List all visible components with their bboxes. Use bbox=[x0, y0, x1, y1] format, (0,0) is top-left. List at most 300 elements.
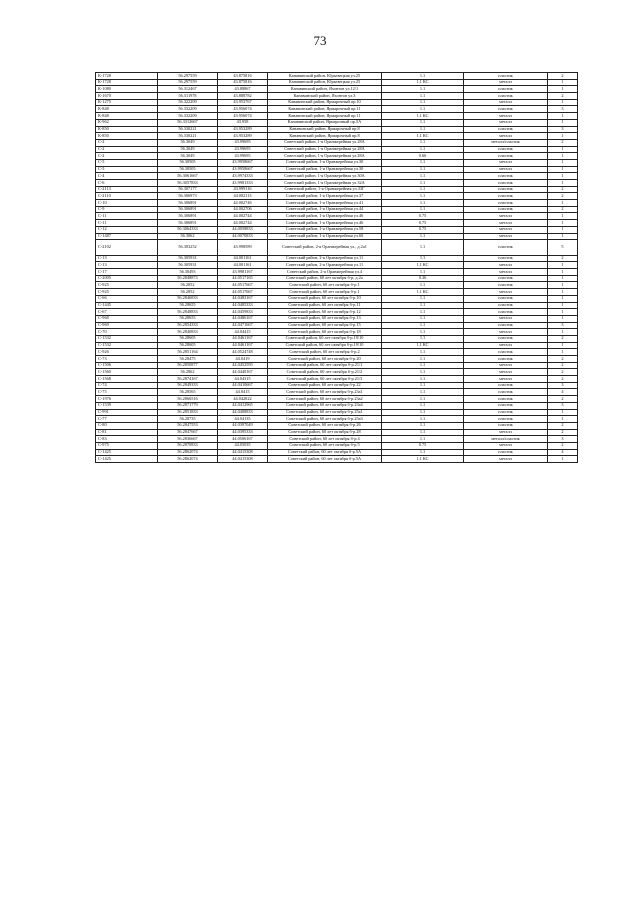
cell-material: пластик bbox=[464, 240, 548, 256]
cell-address: Советский район, 60 лет октября б-р.13 bbox=[268, 315, 382, 322]
cell-address: Советский район, 1-я Оранжерейная ул.44 bbox=[268, 206, 382, 213]
cell-count: 1 bbox=[548, 409, 578, 416]
cell-volume: 0.75 bbox=[382, 442, 464, 449]
cell-volume: 1.1 bbox=[382, 119, 464, 126]
cell-longitude: 44.0408833 bbox=[218, 409, 268, 416]
cell-material: пластик bbox=[464, 186, 548, 193]
cell-address: Советский район, 1-я Оранжерейная ул.28А bbox=[268, 146, 382, 153]
cell-site-id: С-81 bbox=[96, 429, 158, 436]
cell-longitude: 44.002706 bbox=[218, 206, 268, 213]
cell-site-id: С-77 bbox=[96, 416, 158, 423]
cell-site-id: С-6 bbox=[96, 180, 158, 187]
cell-volume: 1.1 bbox=[382, 255, 464, 262]
table-row bbox=[96, 166, 578, 173]
cell-latitude: 56.303252 bbox=[158, 240, 218, 256]
cell-count: 1 bbox=[548, 416, 578, 423]
cell-site-id: С-1532 bbox=[96, 342, 158, 349]
cell-longitude: 44.0461167 bbox=[218, 335, 268, 342]
table-row bbox=[96, 295, 578, 302]
table-row bbox=[96, 233, 578, 240]
cell-address: Советский район, 60 лет октября б-р.28 bbox=[268, 429, 382, 436]
cell-site-id: С-2 bbox=[96, 139, 158, 146]
cell-address: Советский район, 60 лет октября б-р.5А bbox=[268, 449, 382, 456]
table-body bbox=[96, 73, 578, 463]
cell-longitude: 44.04315 bbox=[218, 376, 268, 383]
cell-latitude: 56.2866516 bbox=[158, 396, 218, 403]
cell-site-id: К-1670 bbox=[96, 93, 158, 100]
cell-latitude: 56.2848873 bbox=[158, 275, 218, 282]
cell-address: Советский район, 60 лет октября б-р.19/10 bbox=[268, 335, 382, 342]
cell-count: 2 bbox=[548, 362, 578, 369]
table-row bbox=[96, 213, 578, 220]
cell-volume: 1.1 bbox=[382, 436, 464, 443]
cell-count: 3 bbox=[548, 382, 578, 389]
cell-material: пластик bbox=[464, 449, 548, 456]
cell-volume: 1.1 bbox=[382, 449, 464, 456]
table-row bbox=[96, 126, 578, 133]
cell-volume: 1.1 КС bbox=[382, 289, 464, 296]
table-row bbox=[96, 113, 578, 120]
cell-latitude: 56.28605 bbox=[158, 342, 218, 349]
cell-longitude: 43.99695 bbox=[218, 153, 268, 160]
cell-volume: 1.1 bbox=[382, 369, 464, 376]
cell-volume: 1.1 bbox=[382, 139, 464, 146]
cell-site-id: С-5 bbox=[96, 159, 158, 166]
cell-count: 1 bbox=[548, 309, 578, 316]
cell-address: Советский район, 60 лет октября б-р.23а2 bbox=[268, 396, 382, 403]
cell-address: Советский район, 60 лет октября б-р.5А bbox=[268, 456, 382, 463]
cell-latitude: 56.28735 bbox=[158, 416, 218, 423]
cell-material: пластик bbox=[464, 402, 548, 409]
cell-site-id: С-67 bbox=[96, 309, 158, 316]
cell-site-id: С-1445 bbox=[96, 302, 158, 309]
cell-longitude: 44.0415 bbox=[218, 389, 268, 396]
cell-longitude: 43.999116 bbox=[218, 186, 268, 193]
cell-address: Советский район, 60 лет октября б-р.21/2 bbox=[268, 369, 382, 376]
cell-volume: 1.1 bbox=[382, 362, 464, 369]
cell-latitude: 56.306973 bbox=[158, 193, 218, 200]
cell-site-id: С-926 bbox=[96, 349, 158, 356]
table-row bbox=[96, 133, 578, 140]
cell-material: металл bbox=[464, 369, 548, 376]
cell-material: металл bbox=[464, 119, 548, 126]
table-row bbox=[96, 73, 578, 80]
cell-material: металл bbox=[464, 226, 548, 233]
cell-volume: 1.1 bbox=[382, 422, 464, 429]
cell-longitude: 43.953289 bbox=[218, 126, 268, 133]
cell-latitude: 56.307177 bbox=[158, 186, 218, 193]
cell-site-id: С-10 bbox=[96, 200, 158, 207]
cell-volume: 0.36 bbox=[382, 275, 464, 282]
cell-longitude: 44.0517667 bbox=[218, 282, 268, 289]
cell-longitude: 43.99695 bbox=[218, 146, 268, 153]
cell-count: 1 bbox=[548, 456, 578, 463]
cell-latitude: 56.2846833 bbox=[158, 295, 218, 302]
cell-site-id: С-75 bbox=[96, 389, 158, 396]
cell-site-id: К-850 bbox=[96, 133, 158, 140]
cell-volume: 1.1 bbox=[382, 269, 464, 276]
cell-longitude: 43.9981167 bbox=[218, 269, 268, 276]
cell-site-id: С-80 bbox=[96, 422, 158, 429]
cell-latitude: 56.3064333 bbox=[158, 226, 218, 233]
cell-volume: 1.1 bbox=[382, 180, 464, 187]
cell-latitude: 56.322209 bbox=[158, 99, 218, 106]
page-number: 73 bbox=[313, 33, 327, 48]
cell-longitude: 43.958 bbox=[218, 119, 268, 126]
cell-site-id: С-2005 bbox=[96, 275, 158, 282]
cell-material: пластик bbox=[464, 86, 548, 93]
cell-longitude: 44.0517667 bbox=[218, 289, 268, 296]
cell-address: Канавинский район, Юрьевецкая ул.25 bbox=[268, 79, 382, 86]
cell-longitude: 44.0483167 bbox=[218, 295, 268, 302]
cell-address: Советский район, 60 лет октября б-р.1 bbox=[268, 289, 382, 296]
cell-address: Советский район, 1-я Оранжерейная ул.30 bbox=[268, 159, 382, 166]
cell-latitude: 56.2870833 bbox=[158, 442, 218, 449]
cell-longitude: 44.0461167 bbox=[218, 342, 268, 349]
cell-latitude: 56.2874167 bbox=[158, 376, 218, 383]
table-row bbox=[96, 282, 578, 289]
cell-longitude: 43.99695 bbox=[218, 139, 268, 146]
cell-material: металл bbox=[464, 456, 548, 463]
cell-longitude: 44.0485333 bbox=[218, 302, 268, 309]
cell-volume: 0.75 bbox=[382, 226, 464, 233]
cell-site-id: С-925 bbox=[96, 282, 158, 289]
cell-count: 2 bbox=[548, 422, 578, 429]
cell-count: 1 bbox=[548, 329, 578, 336]
cell-address: Канавинский район, Ярмарочный пр.8 bbox=[268, 126, 382, 133]
cell-count: 1 bbox=[548, 113, 578, 120]
cell-address: Советский район, 1-я Оранжерейная ул.41 bbox=[268, 200, 382, 207]
cell-address: Советский район, 60 лет октября б-р.21/1 bbox=[268, 362, 382, 369]
cell-address: Советский район, 1-я Оранжерейная ул.32А bbox=[268, 180, 382, 187]
cell-volume: 1.1 КС bbox=[382, 342, 464, 349]
cell-count: 1 bbox=[548, 275, 578, 282]
cell-site-id: С-1487 bbox=[96, 233, 158, 240]
cell-address: Советский район, 60 лет октября б-р.22 bbox=[268, 382, 382, 389]
cell-material: металл/пластик bbox=[464, 436, 548, 443]
cell-address: Советский район, 60 лет октября б-р.20 bbox=[268, 356, 382, 363]
cell-site-id: С-11 bbox=[96, 220, 158, 227]
cell-address: Советский район, 60 лет октября б-р.19/10 bbox=[268, 342, 382, 349]
cell-count: 1 bbox=[548, 166, 578, 173]
cell-material: металл bbox=[464, 159, 548, 166]
cell-latitude: 56.2871779 bbox=[158, 402, 218, 409]
cell-site-id: С-2 bbox=[96, 153, 158, 160]
cell-site-id: К-1080 bbox=[96, 86, 158, 93]
cell-count: 2 bbox=[548, 442, 578, 449]
cell-longitude: 44.002744 bbox=[218, 213, 268, 220]
table-row bbox=[96, 200, 578, 207]
cell-site-id: К-848 bbox=[96, 113, 158, 120]
cell-address: Канавинский район, Юрьевецкая ул.25 bbox=[268, 73, 382, 80]
table-row bbox=[96, 220, 578, 227]
cell-latitude: 56.330221 bbox=[158, 126, 218, 133]
cell-latitude: 56.28605 bbox=[158, 335, 218, 342]
cell-address: Советский район, 1-я Оранжерейная ул.30 bbox=[268, 166, 382, 173]
cell-volume: 1.1 bbox=[382, 166, 464, 173]
table-row bbox=[96, 139, 578, 146]
cell-material: металл bbox=[464, 442, 548, 449]
cell-longitude: 43.956074 bbox=[218, 106, 268, 113]
cell-material: пластик bbox=[464, 93, 548, 100]
table-row bbox=[96, 180, 578, 187]
table-row bbox=[96, 159, 578, 166]
cell-longitude: 44.0070833 bbox=[218, 233, 268, 240]
cell-address: Советский район, 60 лет октября б-р.23а1 bbox=[268, 389, 382, 396]
cell-material: металл bbox=[464, 289, 548, 296]
table-row bbox=[96, 79, 578, 86]
cell-material: пластик bbox=[464, 349, 548, 356]
cell-volume: 1.1 bbox=[382, 382, 464, 389]
cell-site-id: С-968 bbox=[96, 315, 158, 322]
cell-site-id: К-850 bbox=[96, 126, 158, 133]
table-row bbox=[96, 422, 578, 429]
cell-count: 1 bbox=[548, 302, 578, 309]
table-row bbox=[96, 322, 578, 329]
cell-longitude: 43.998589 bbox=[218, 240, 268, 256]
cell-volume: 1.1 bbox=[382, 159, 464, 166]
cell-site-id: С-5 bbox=[96, 166, 158, 173]
cell-material: пластик bbox=[464, 73, 548, 80]
table-row bbox=[96, 376, 578, 383]
cell-longitude: 43.888782 bbox=[218, 93, 268, 100]
cell-material: металл bbox=[464, 329, 548, 336]
cell-material: пластик bbox=[464, 295, 548, 302]
table-row bbox=[96, 382, 578, 389]
cell-address: Советский район, 60 лет октября б-р.21/3 bbox=[268, 376, 382, 383]
cell-count: 4 bbox=[548, 449, 578, 456]
cell-count: 4 bbox=[548, 389, 578, 396]
cell-site-id: К-1275 bbox=[96, 99, 158, 106]
cell-volume: 1.1 bbox=[382, 376, 464, 383]
cell-latitude: 56.332209 bbox=[158, 113, 218, 120]
cell-longitude: 44.0415308 bbox=[218, 456, 268, 463]
cell-address: Канавинский район, Ярмарочный пр.10 bbox=[268, 99, 382, 106]
cell-volume: 1.1 bbox=[382, 396, 464, 403]
table-row bbox=[96, 436, 578, 443]
cell-address: Канавинский район, Яхонтов ул.12/1 bbox=[268, 86, 382, 93]
cell-volume: 1.1 КС bbox=[382, 79, 464, 86]
cell-site-id: С-2110 bbox=[96, 193, 158, 200]
cell-material: пластик bbox=[464, 422, 548, 429]
cell-volume: 1.1 bbox=[382, 356, 464, 363]
cell-count: 1 bbox=[548, 289, 578, 296]
cell-site-id: С-4 bbox=[96, 173, 158, 180]
cell-material: пластик bbox=[464, 302, 548, 309]
cell-site-id: С-74 bbox=[96, 382, 158, 389]
cell-latitude: 56.3312667 bbox=[158, 119, 218, 126]
cell-volume: 1.1 bbox=[382, 309, 464, 316]
cell-count: 3 bbox=[548, 402, 578, 409]
cell-material: пластик bbox=[464, 200, 548, 207]
table-row bbox=[96, 186, 578, 193]
cell-material: металл bbox=[464, 99, 548, 106]
cell-count: 1 bbox=[548, 233, 578, 240]
cell-volume: 1.1 bbox=[382, 335, 464, 342]
cell-volume: 1.1 bbox=[382, 282, 464, 289]
table-row bbox=[96, 449, 578, 456]
table-row bbox=[96, 173, 578, 180]
cell-volume: 1.1 bbox=[382, 429, 464, 436]
cell-longitude: 44.001161 bbox=[218, 255, 268, 262]
cell-count: 2 bbox=[548, 206, 578, 213]
cell-latitude: 56.3049 bbox=[158, 146, 218, 153]
cell-latitude: 56.332209 bbox=[158, 106, 218, 113]
cell-volume: 1.1 bbox=[382, 206, 464, 213]
table-row bbox=[96, 456, 578, 463]
table-row bbox=[96, 329, 578, 336]
cell-address: Советский район, 60 лет октября б-р.10 bbox=[268, 295, 382, 302]
table-row bbox=[96, 275, 578, 282]
cell-address: Советский район, 60 лет октября б-р.15 bbox=[268, 322, 382, 329]
cell-address: Советский район, 1-я Оранжерейная ул.46 bbox=[268, 213, 382, 220]
cell-count: 1 bbox=[548, 213, 578, 220]
cell-longitude: 43.953289 bbox=[218, 133, 268, 140]
table-row bbox=[96, 262, 578, 269]
cell-address: Советский район, 1-я Оранжерейная ул.33Г bbox=[268, 186, 382, 193]
cell-count: 1 bbox=[548, 119, 578, 126]
cell-site-id: С-1425 bbox=[96, 456, 158, 463]
cell-volume: 1.1 bbox=[382, 409, 464, 416]
cell-address: Советский район, 1-я Оранжерейная ул.58 bbox=[268, 226, 382, 233]
cell-latitude: 56.306891 bbox=[158, 200, 218, 207]
cell-address: Советский район, 60 лет октября б-р.12 bbox=[268, 309, 382, 316]
cell-longitude: 44.0524748 bbox=[218, 349, 268, 356]
cell-latitude: 56.2847667 bbox=[158, 429, 218, 436]
cell-latitude: 56.2851833 bbox=[158, 409, 218, 416]
cell-material: металл bbox=[464, 113, 548, 120]
cell-site-id: С-925 bbox=[96, 289, 158, 296]
cell-address: Советский район, 60 лет октября б-р.11 bbox=[268, 302, 382, 309]
cell-latitude: 56.2836667 bbox=[158, 436, 218, 443]
cell-site-id: С-1506 bbox=[96, 362, 158, 369]
cell-longitude: 44.0058833 bbox=[218, 226, 268, 233]
cell-count: 1 bbox=[548, 295, 578, 302]
cell-latitude: 56.3062 bbox=[158, 233, 218, 240]
cell-volume: 0.66 bbox=[382, 153, 464, 160]
cell-count: 3 bbox=[548, 126, 578, 133]
cell-volume: 1.1 bbox=[382, 146, 464, 153]
cell-latitude: 56.2848833 bbox=[158, 309, 218, 316]
cell-count: 1 bbox=[548, 220, 578, 227]
cell-address: Советский район, 60 лет октября б-р.26 bbox=[268, 422, 382, 429]
cell-material: пластик bbox=[464, 206, 548, 213]
cell-count: 1 bbox=[548, 282, 578, 289]
cell-latitude: 56.312467 bbox=[158, 86, 218, 93]
cell-count: 1 bbox=[548, 146, 578, 153]
cell-material: металл/пластик bbox=[464, 139, 548, 146]
cell-count: 3 bbox=[548, 436, 578, 443]
cell-longitude: 43.9981333 bbox=[218, 180, 268, 187]
table-row bbox=[96, 226, 578, 233]
cell-latitude: 56.2852 bbox=[158, 282, 218, 289]
table-row bbox=[96, 206, 578, 213]
cell-latitude: 56.2862074 bbox=[158, 456, 218, 463]
cell-address: Канавинский район, Ярмарочный пр.5А bbox=[268, 119, 382, 126]
cell-longitude: 43.9974333 bbox=[218, 173, 268, 180]
cell-address: Советский район, 60 лет октября б-р.25а3 bbox=[268, 416, 382, 423]
cell-site-id: С-73 bbox=[96, 356, 158, 363]
table-row bbox=[96, 93, 578, 100]
cell-longitude: 44.0412965 bbox=[218, 402, 268, 409]
cell-address: Советский район, 60 лет октября б-р.1 bbox=[268, 282, 382, 289]
table-row bbox=[96, 269, 578, 276]
cell-site-id: С-1976 bbox=[96, 396, 158, 403]
cell-site-id: С-1425 bbox=[96, 449, 158, 456]
table-row bbox=[96, 99, 578, 106]
cell-volume: 1.1 bbox=[382, 240, 464, 256]
cell-count: 2 bbox=[548, 376, 578, 383]
cell-material: металл bbox=[464, 342, 548, 349]
cell-volume: 1.1 bbox=[382, 329, 464, 336]
cell-address: Советский район, 1-я Оранжерейная ул.60 bbox=[268, 233, 382, 240]
cell-latitude: 56.2849333 bbox=[158, 382, 218, 389]
cell-material: пластик bbox=[464, 356, 548, 363]
table-row bbox=[96, 309, 578, 316]
cell-volume: 1.1 bbox=[382, 99, 464, 106]
cell-material: металл bbox=[464, 429, 548, 436]
cell-count: 2 bbox=[548, 396, 578, 403]
cell-volume: 1.1 bbox=[382, 389, 464, 396]
cell-count: 1 bbox=[548, 315, 578, 322]
cell-address: Советский район, 60 лет октября б-р.18 bbox=[268, 329, 382, 336]
cell-site-id: С-991 bbox=[96, 409, 158, 416]
cell-site-id: С-83 bbox=[96, 436, 158, 443]
cell-latitude: 56.297559 bbox=[158, 79, 218, 86]
cell-address: Советский район, 60 лет октября б-р, д.2а bbox=[268, 275, 382, 282]
cell-count: 3 bbox=[548, 106, 578, 113]
cell-material: пластик bbox=[464, 335, 548, 342]
cell-count: 2 bbox=[548, 429, 578, 436]
cell-material: пластик bbox=[464, 106, 548, 113]
cell-latitude: 56.30505 bbox=[158, 159, 218, 166]
cell-site-id: К-962 bbox=[96, 119, 158, 126]
cell-count: 2 bbox=[548, 93, 578, 100]
cell-material: пластик bbox=[464, 309, 548, 316]
cell-address: Советский район, 60 лет октября б-р.5 bbox=[268, 442, 382, 449]
cell-site-id: С-2113 bbox=[96, 186, 158, 193]
cell-longitude: 44.0471667 bbox=[218, 322, 268, 329]
cell-volume: 1.1 bbox=[382, 173, 464, 180]
cell-longitude: 44.0410667 bbox=[218, 382, 268, 389]
cell-latitude: 56.306891 bbox=[158, 220, 218, 227]
table-row bbox=[96, 119, 578, 126]
cell-longitude: 44.05035 bbox=[218, 442, 268, 449]
cell-latitude: 56.306891 bbox=[158, 213, 218, 220]
cell-material: пластик bbox=[464, 282, 548, 289]
cell-count: 1 bbox=[548, 269, 578, 276]
cell-address: Советский район, 1-я Оранжерейная ул.28А bbox=[268, 139, 382, 146]
cell-address: Советский район, 2-я Оранжерейная ул.11 bbox=[268, 262, 382, 269]
cell-address: Советский район, 1-я Оранжерейная ул.37 bbox=[268, 193, 382, 200]
cell-count: 1 bbox=[548, 79, 578, 86]
cell-latitude: 56.3057833 bbox=[158, 180, 218, 187]
cell-site-id: С-2102 bbox=[96, 240, 158, 256]
cell-count: 2 bbox=[548, 139, 578, 146]
cell-address: Советский район, 2-я Оранжерейная ул.4 bbox=[268, 269, 382, 276]
cell-longitude: 44.04415 bbox=[218, 329, 268, 336]
cell-site-id: С-1560 bbox=[96, 369, 158, 376]
cell-latitude: 56.2854333 bbox=[158, 322, 218, 329]
cell-material: пластик bbox=[464, 322, 548, 329]
cell-site-id: С-9 bbox=[96, 206, 158, 213]
cell-material: металл bbox=[464, 315, 548, 322]
cell-volume: 0.75 bbox=[382, 213, 464, 220]
cell-material: металл bbox=[464, 233, 548, 240]
cell-latitude: 56.305931 bbox=[158, 262, 218, 269]
cell-latitude: 56.30493 bbox=[158, 269, 218, 276]
table-row bbox=[96, 86, 578, 93]
